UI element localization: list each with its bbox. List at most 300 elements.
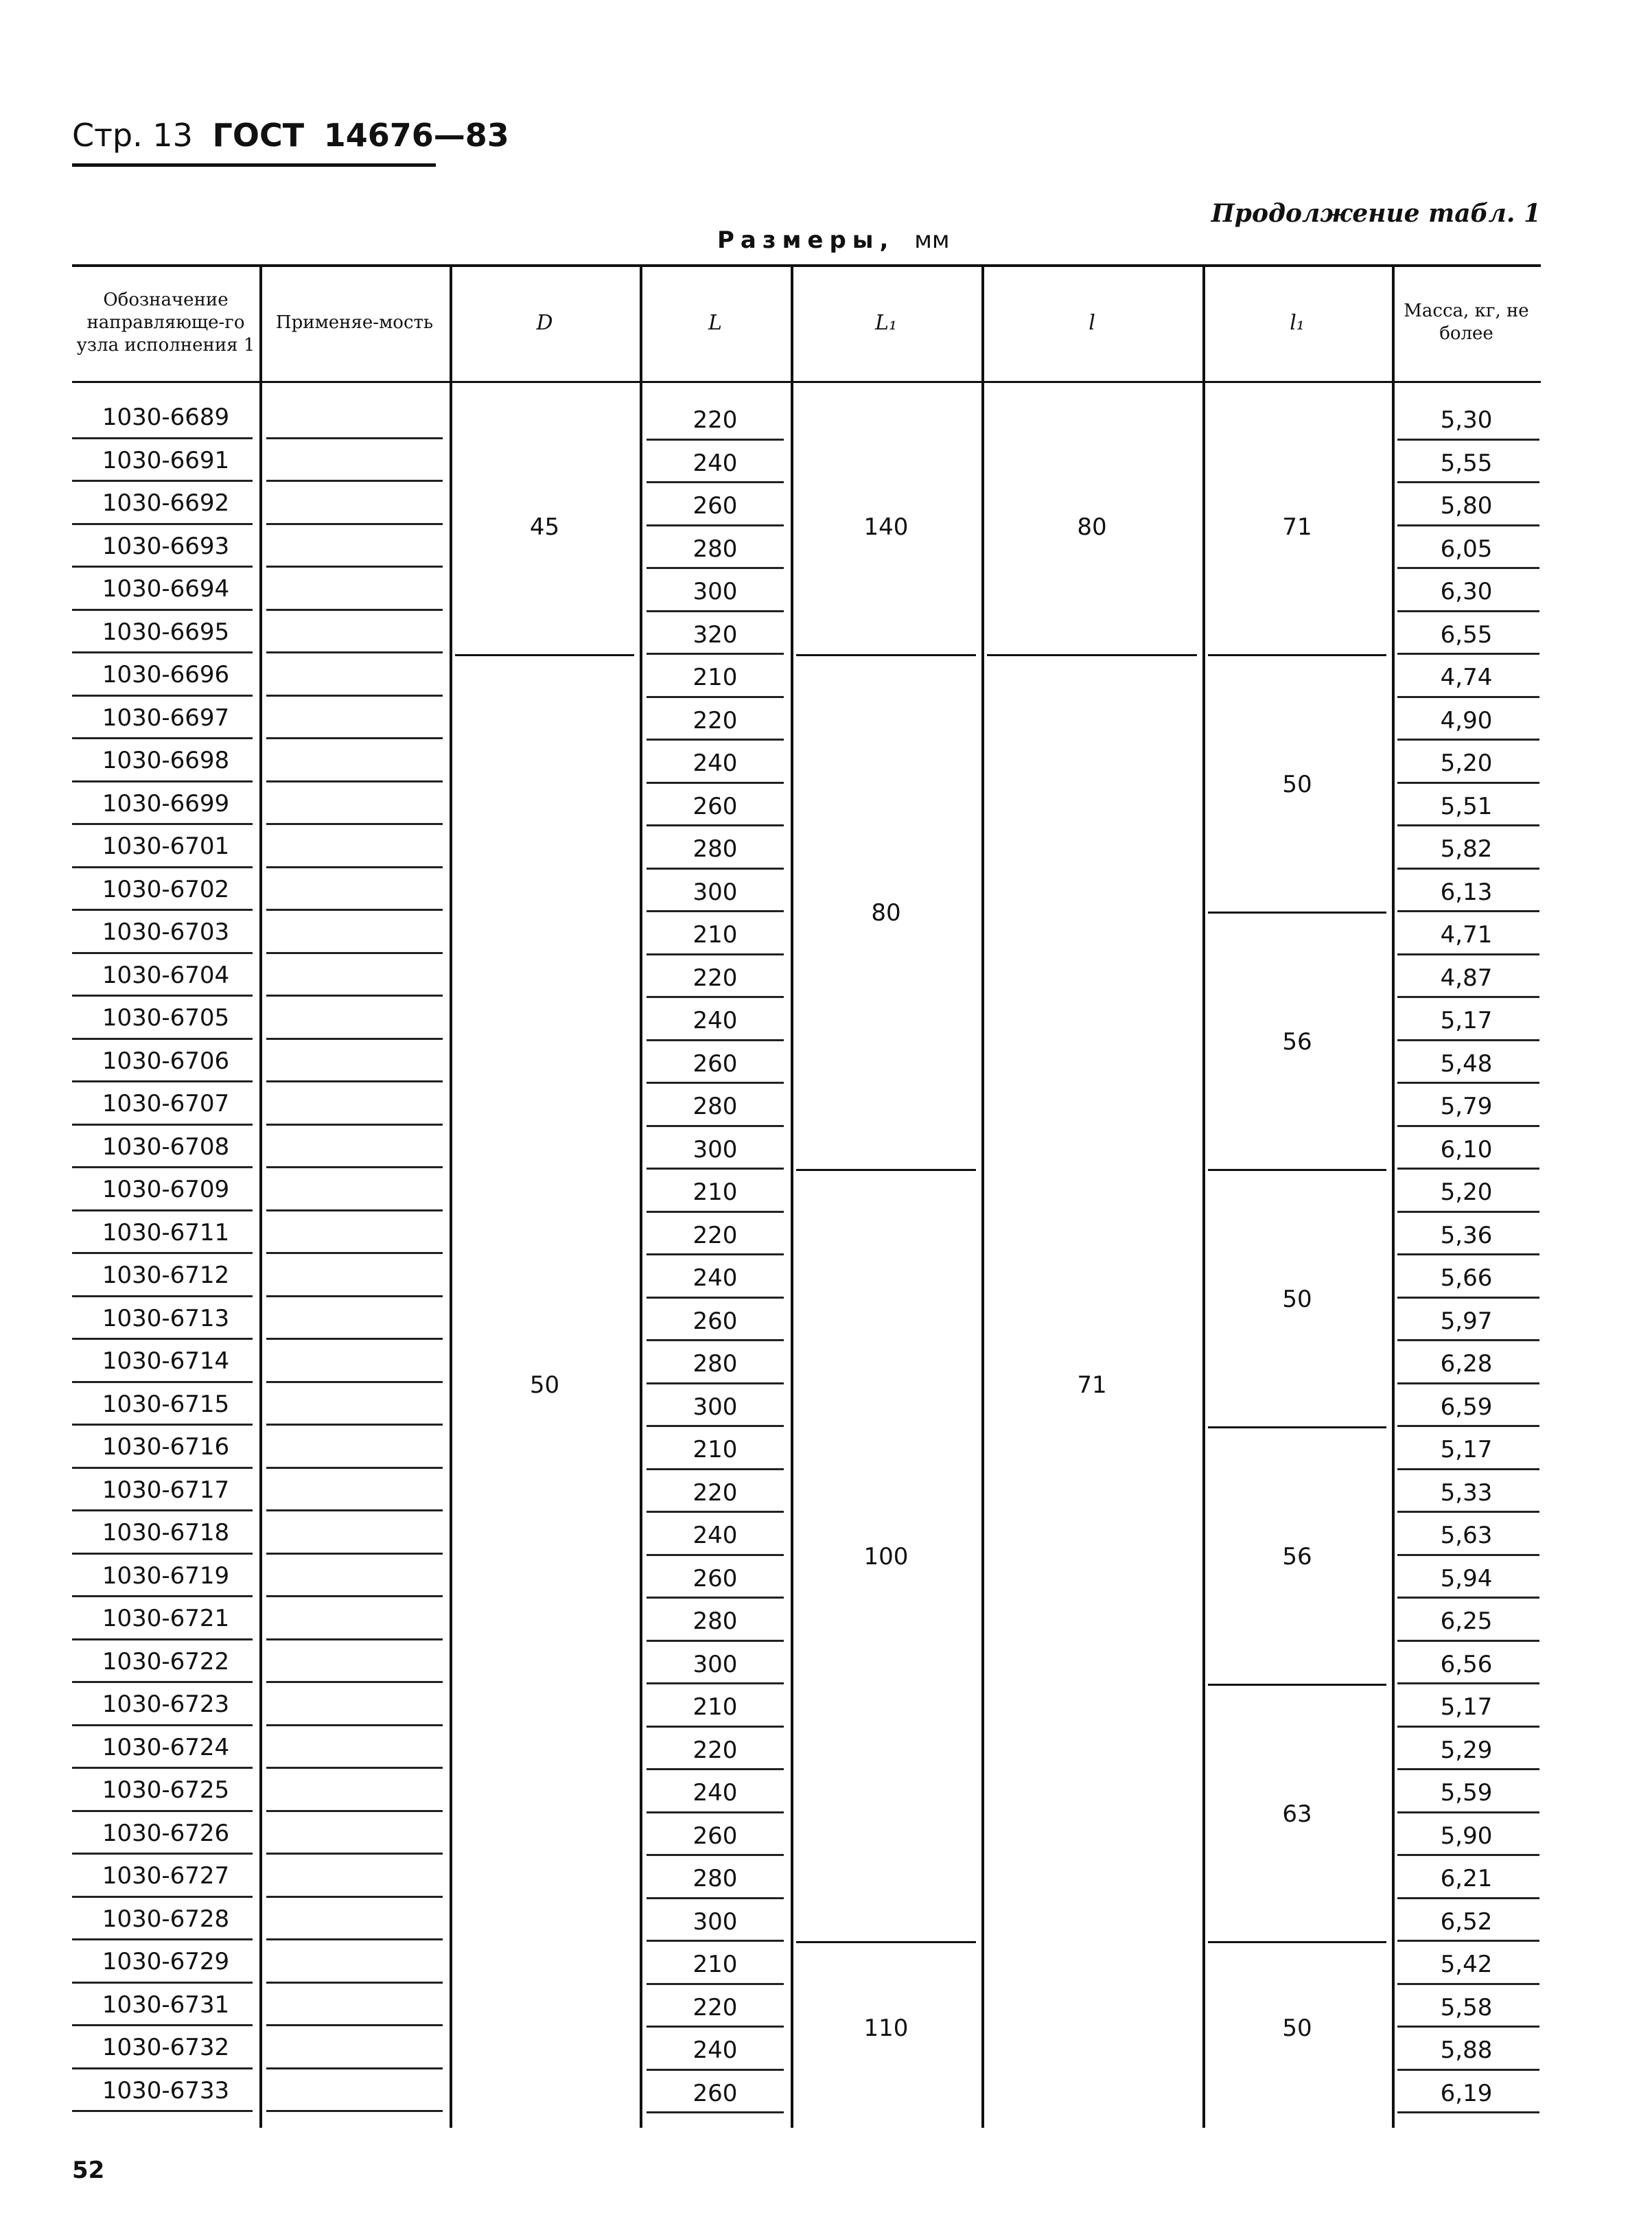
row-length-underline — [647, 2026, 784, 2028]
row-code-underline — [72, 1467, 253, 1469]
row-code-underline — [72, 866, 253, 868]
row-mass: 5,30 — [1440, 406, 1493, 434]
row-code-underline — [72, 1509, 253, 1511]
row-mass-underline — [1397, 1554, 1539, 1556]
merged-cell-l1: 100 — [863, 1542, 909, 1570]
row-code-underline — [72, 1553, 253, 1555]
row-length-underline — [647, 1854, 784, 1856]
row-mass: 5,88 — [1440, 2037, 1493, 2064]
row-mass-underline — [1397, 1125, 1539, 1127]
gost-label: ГОСТ — [212, 117, 305, 154]
row-mass: 4,71 — [1440, 921, 1493, 949]
merged-cell-d: 45 — [529, 513, 560, 541]
row-mass: 5,20 — [1440, 750, 1493, 777]
row-length-underline — [647, 1297, 784, 1299]
row-mass-underline — [1397, 1253, 1539, 1255]
column-header: Применяе-мость — [275, 312, 434, 333]
row-length-underline — [647, 739, 784, 741]
row-mass: 5,36 — [1440, 1221, 1493, 1249]
row-mass-underline — [1397, 1640, 1539, 1642]
header-rule — [72, 163, 436, 167]
row-length: 240 — [693, 1007, 738, 1034]
dimensions-title-text: Размеры, — [717, 227, 895, 254]
row-length: 220 — [693, 406, 738, 434]
merged-cell-l1: 71 — [1282, 513, 1312, 541]
row-code-underline — [72, 1338, 253, 1340]
row-mass-underline — [1397, 1468, 1539, 1470]
row-code-underline — [72, 1853, 253, 1855]
merged-cell-l1: 50 — [1282, 2015, 1312, 2042]
row-code: 1030-6708 — [102, 1133, 230, 1161]
row-length-underline — [647, 1554, 784, 1556]
row-applicability-line — [266, 780, 443, 782]
row-mass-underline — [1397, 1897, 1539, 1899]
row-applicability-line — [266, 1896, 443, 1898]
row-code: 1030-6717 — [102, 1476, 230, 1504]
row-length-underline — [647, 439, 784, 441]
row-mass-underline — [1397, 910, 1539, 912]
row-length-underline — [647, 567, 784, 569]
row-applicability-line — [266, 2024, 443, 2026]
row-applicability-line — [266, 995, 443, 997]
row-code: 1030-6692 — [102, 489, 230, 517]
row-applicability-line — [266, 437, 443, 439]
row-mass-underline — [1397, 739, 1539, 741]
row-mass: 5,97 — [1440, 1307, 1493, 1335]
merged-cell-l1: 50 — [1282, 1285, 1312, 1313]
row-mass-underline — [1397, 524, 1539, 526]
row-code: 1030-6721 — [102, 1605, 230, 1632]
row-length-underline — [647, 1983, 784, 1985]
row-mass: 5,17 — [1440, 1007, 1493, 1034]
row-length: 300 — [693, 878, 738, 906]
row-code: 1030-6711 — [102, 1218, 230, 1246]
row-length: 260 — [693, 2079, 738, 2107]
row-code-underline — [72, 437, 253, 439]
standard-number: 14676—83 — [323, 117, 509, 154]
row-code-underline — [72, 566, 253, 568]
row-length-underline — [647, 1682, 784, 1684]
row-code: 1030-6702 — [102, 875, 230, 903]
row-mass-underline — [1397, 1339, 1539, 1341]
row-length-underline — [647, 2069, 784, 2071]
merged-cell-d: 50 — [529, 1371, 560, 1399]
row-mass: 4,90 — [1440, 706, 1493, 734]
row-mass: 5,20 — [1440, 1179, 1493, 1206]
page-header — [72, 117, 509, 154]
row-code-underline — [72, 1595, 253, 1597]
merged-cell-l1: 50 — [1282, 770, 1312, 798]
row-mass-underline — [1397, 782, 1539, 784]
row-mass-underline — [1397, 1425, 1539, 1427]
row-length: 240 — [693, 1522, 738, 1549]
row-code: 1030-6699 — [102, 789, 230, 817]
row-applicability-line — [266, 1938, 443, 1940]
row-length-underline — [647, 1597, 784, 1599]
row-mass-underline — [1397, 996, 1539, 998]
row-code-underline — [72, 995, 253, 997]
row-mass-underline — [1397, 1168, 1539, 1170]
row-mass: 5,58 — [1440, 1993, 1493, 2021]
row-mass: 6,10 — [1440, 1135, 1493, 1163]
row-code: 1030-6707 — [102, 1090, 230, 1117]
row-code: 1030-6713 — [102, 1304, 230, 1332]
row-length: 280 — [693, 1093, 738, 1120]
row-length: 210 — [693, 664, 738, 691]
row-length-underline — [647, 653, 784, 655]
row-length: 280 — [693, 835, 738, 863]
row-mass-underline — [1397, 2069, 1539, 2071]
row-mass-underline — [1397, 1726, 1539, 1728]
merged-cell-l: 71 — [1077, 1371, 1107, 1399]
row-code-underline — [72, 480, 253, 482]
row-mass-underline — [1397, 953, 1539, 955]
row-code-underline — [72, 523, 253, 525]
row-mass: 5,48 — [1440, 1049, 1493, 1078]
row-code: 1030-6689 — [102, 404, 230, 431]
row-applicability-line — [266, 1209, 443, 1211]
row-code: 1030-6705 — [102, 1004, 230, 1032]
row-mass-underline — [1397, 1039, 1539, 1041]
column-divider — [259, 264, 262, 2128]
row-mass-underline — [1397, 1854, 1539, 1856]
row-code-underline — [72, 1896, 253, 1898]
row-code: 1030-6716 — [102, 1433, 230, 1461]
row-mass: 6,19 — [1440, 2079, 1493, 2107]
row-code-underline — [72, 1038, 253, 1040]
row-length: 260 — [693, 1822, 738, 1850]
row-applicability-line — [266, 1124, 443, 1126]
row-code: 1030-6733 — [102, 2076, 230, 2104]
row-mass: 5,59 — [1440, 1779, 1493, 1807]
row-mass-underline — [1397, 1297, 1539, 1299]
row-mass: 5,94 — [1440, 1564, 1493, 1592]
row-length-underline — [647, 1125, 784, 1127]
row-mass: 5,80 — [1440, 492, 1493, 520]
row-length-underline — [647, 524, 784, 526]
row-length-underline — [647, 1339, 784, 1341]
row-applicability-line — [266, 1724, 443, 1726]
row-mass: 5,55 — [1440, 449, 1493, 477]
row-code-underline — [72, 1080, 253, 1082]
row-code-underline — [72, 1124, 253, 1126]
row-mass: 5,17 — [1440, 1693, 1493, 1721]
row-mass-underline — [1397, 2026, 1539, 2028]
row-length-underline — [647, 868, 784, 870]
row-mass: 6,52 — [1440, 1907, 1493, 1936]
column-header: D — [536, 310, 553, 335]
row-length: 240 — [693, 1264, 738, 1292]
row-applicability-line — [266, 952, 443, 954]
row-length-underline — [647, 1468, 784, 1470]
row-mass: 5,63 — [1440, 1522, 1493, 1549]
row-code: 1030-6728 — [102, 1905, 230, 1933]
column-header: L — [708, 310, 722, 335]
row-code: 1030-6732 — [102, 2034, 230, 2061]
row-length-underline — [647, 1897, 784, 1899]
row-mass: 5,90 — [1440, 1822, 1493, 1850]
row-code-underline — [72, 1681, 253, 1683]
row-length-underline — [647, 610, 784, 612]
row-length: 260 — [693, 792, 738, 820]
row-applicability-line — [266, 2067, 443, 2069]
row-code-underline — [72, 651, 253, 653]
row-applicability-line — [266, 566, 443, 568]
row-length: 210 — [693, 1436, 738, 1463]
row-mass-underline — [1397, 824, 1539, 826]
row-code-underline — [72, 1424, 253, 1426]
row-length: 240 — [693, 449, 738, 477]
row-mass-underline — [1397, 439, 1539, 441]
row-length: 280 — [693, 1350, 738, 1378]
row-length: 300 — [693, 1650, 738, 1678]
row-length: 320 — [693, 620, 738, 649]
row-mass-underline — [1397, 1811, 1539, 1813]
row-code: 1030-6698 — [102, 747, 230, 774]
row-length-underline — [647, 782, 784, 784]
row-applicability-line — [266, 1166, 443, 1168]
row-applicability-line — [266, 1595, 443, 1597]
row-mass-underline — [1397, 567, 1539, 569]
column-header: l₁ — [1290, 310, 1305, 335]
row-code-underline — [72, 1938, 253, 1940]
merged-cell-l1: 80 — [871, 899, 901, 927]
row-mass-underline — [1397, 1597, 1539, 1599]
row-mass: 6,28 — [1440, 1350, 1493, 1378]
row-code: 1030-6696 — [102, 661, 230, 688]
row-mass: 4,87 — [1440, 964, 1493, 992]
row-length: 210 — [693, 921, 738, 949]
row-length-underline — [647, 2111, 784, 2113]
row-applicability-line — [266, 1638, 443, 1640]
row-code-underline — [72, 1638, 253, 1640]
row-code-underline — [72, 737, 253, 739]
row-length: 280 — [693, 1608, 738, 1635]
row-code-underline — [72, 1252, 253, 1254]
row-length: 280 — [693, 1865, 738, 1892]
row-code-underline — [72, 695, 253, 697]
row-applicability-line — [266, 1467, 443, 1469]
row-length: 260 — [693, 1049, 738, 1078]
row-applicability-line — [266, 1810, 443, 1812]
row-code: 1030-6729 — [102, 1948, 230, 1975]
row-length-underline — [647, 1382, 784, 1384]
merged-cell-l1: 110 — [863, 2015, 909, 2042]
row-length-underline — [647, 1940, 784, 1942]
merged-cell-l1: 140 — [863, 513, 909, 541]
row-mass: 5,17 — [1440, 1436, 1493, 1463]
row-mass: 5,66 — [1440, 1264, 1493, 1292]
row-code: 1030-6731 — [102, 1991, 230, 2019]
row-mass: 6,05 — [1440, 535, 1493, 563]
row-length: 220 — [693, 1221, 738, 1249]
row-applicability-line — [266, 1252, 443, 1254]
row-code: 1030-6694 — [102, 575, 230, 603]
row-code: 1030-6712 — [102, 1262, 230, 1289]
row-mass-underline — [1397, 868, 1539, 870]
row-length-underline — [647, 824, 784, 826]
row-length: 260 — [693, 1307, 738, 1335]
row-applicability-line — [266, 1295, 443, 1297]
row-code: 1030-6701 — [102, 833, 230, 860]
row-code: 1030-6727 — [102, 1862, 230, 1890]
row-length-underline — [647, 1211, 784, 1213]
row-length: 210 — [693, 1951, 738, 1978]
row-code-underline — [72, 1767, 253, 1769]
row-length-underline — [647, 1811, 784, 1813]
row-length: 220 — [693, 1478, 738, 1507]
row-length-underline — [647, 1726, 784, 1728]
row-applicability-line — [266, 737, 443, 739]
row-mass-underline — [1397, 481, 1539, 483]
row-mass: 6,25 — [1440, 1608, 1493, 1635]
row-mass-underline — [1397, 1940, 1539, 1942]
row-length: 210 — [693, 1179, 738, 1206]
row-mass-underline — [1397, 1082, 1539, 1084]
row-length: 260 — [693, 1564, 738, 1592]
row-mass-underline — [1397, 696, 1539, 698]
page-number: 52 — [72, 2157, 105, 2184]
row-applicability-line — [266, 2110, 443, 2112]
row-code: 1030-6714 — [102, 1347, 230, 1375]
row-code: 1030-6691 — [102, 446, 230, 474]
row-mass-underline — [1397, 653, 1539, 655]
row-length: 220 — [693, 964, 738, 992]
row-code-underline — [72, 1166, 253, 1168]
row-code: 1030-6704 — [102, 961, 230, 989]
row-code: 1030-6693 — [102, 532, 230, 560]
row-length: 220 — [693, 1993, 738, 2021]
row-mass: 5,82 — [1440, 835, 1493, 863]
row-mass-underline — [1397, 1382, 1539, 1384]
row-mass: 6,55 — [1440, 620, 1493, 649]
row-applicability-line — [266, 909, 443, 911]
dimensions-unit: мм — [914, 227, 950, 254]
row-length-underline — [647, 696, 784, 698]
row-mass: 5,29 — [1440, 1736, 1493, 1764]
row-code-underline — [72, 1724, 253, 1726]
row-mass-underline — [1397, 610, 1539, 612]
row-code: 1030-6706 — [102, 1047, 230, 1075]
row-code-underline — [72, 2024, 253, 2026]
row-applicability-line — [266, 1080, 443, 1082]
page-label: Стр. 13 — [72, 117, 193, 154]
row-applicability-line — [266, 1853, 443, 1855]
row-applicability-line — [266, 695, 443, 697]
row-mass-underline — [1397, 1511, 1539, 1513]
row-code-underline — [72, 2067, 253, 2069]
row-code-underline — [72, 823, 253, 825]
row-applicability-line — [266, 1338, 443, 1340]
merged-cell-l1: 56 — [1282, 1028, 1312, 1056]
row-mass: 6,21 — [1440, 1865, 1493, 1892]
row-mass: 6,13 — [1440, 878, 1493, 906]
row-applicability-line — [266, 523, 443, 525]
row-applicability-line — [266, 866, 443, 868]
row-code: 1030-6703 — [102, 918, 230, 946]
row-mass: 6,30 — [1440, 578, 1493, 605]
merged-cell-l: 80 — [1077, 513, 1107, 541]
row-applicability-line — [266, 1424, 443, 1426]
row-code-underline — [72, 2110, 253, 2112]
row-length-underline — [647, 481, 784, 483]
column-header: l — [1089, 310, 1095, 335]
table-continuation: Продолжение табл. 1 — [1211, 199, 1541, 228]
row-applicability-line — [266, 823, 443, 825]
row-mass-underline — [1397, 1983, 1539, 1985]
row-mass-underline — [1397, 1682, 1539, 1684]
merged-cell-l1: 56 — [1282, 1542, 1312, 1570]
row-mass: 6,56 — [1440, 1650, 1493, 1678]
row-code-underline — [72, 952, 253, 954]
row-mass-underline — [1397, 2111, 1539, 2113]
row-length-underline — [647, 996, 784, 998]
row-code: 1030-6725 — [102, 1776, 230, 1804]
row-length: 300 — [693, 1907, 738, 1936]
row-mass-underline — [1397, 1768, 1539, 1770]
row-length: 300 — [693, 578, 738, 605]
row-applicability-line — [266, 1982, 443, 1984]
row-length-underline — [647, 1168, 784, 1170]
row-mass: 5,51 — [1440, 792, 1493, 820]
row-mass: 5,79 — [1440, 1093, 1493, 1120]
row-length-underline — [647, 1039, 784, 1041]
row-code: 1030-6697 — [102, 704, 230, 732]
row-applicability-line — [266, 1767, 443, 1769]
row-length: 220 — [693, 1736, 738, 1764]
row-code: 1030-6719 — [102, 1562, 230, 1590]
row-mass: 5,33 — [1440, 1478, 1493, 1507]
row-code-underline — [72, 909, 253, 911]
row-length: 240 — [693, 1779, 738, 1807]
merged-cell-l1: 63 — [1282, 1800, 1312, 1828]
row-applicability-line — [266, 480, 443, 482]
row-length: 260 — [693, 492, 738, 520]
row-code: 1030-6718 — [102, 1519, 230, 1546]
row-mass-underline — [1397, 1211, 1539, 1213]
row-mass: 4,74 — [1440, 664, 1493, 691]
row-code: 1030-6715 — [102, 1390, 230, 1418]
row-applicability-line — [266, 651, 443, 653]
row-length-underline — [647, 1640, 784, 1642]
row-applicability-line — [266, 1553, 443, 1555]
row-length: 280 — [693, 535, 738, 563]
row-code-underline — [72, 1810, 253, 1812]
row-length-underline — [647, 953, 784, 955]
row-length: 240 — [693, 2037, 738, 2064]
row-applicability-line — [266, 609, 443, 611]
row-code-underline — [72, 1209, 253, 1211]
row-length-underline — [647, 1253, 784, 1255]
row-applicability-line — [266, 1381, 443, 1383]
row-length-underline — [647, 1768, 784, 1770]
row-length-underline — [647, 1511, 784, 1513]
row-length: 300 — [693, 1393, 738, 1421]
header-bottom-rule — [72, 381, 1541, 383]
row-length: 300 — [693, 1135, 738, 1163]
row-code: 1030-6709 — [102, 1176, 230, 1203]
row-code-underline — [72, 1295, 253, 1297]
row-code-underline — [72, 609, 253, 611]
column-header: Обозначение направляюще-го узла исполнения 1 — [76, 289, 255, 356]
row-length-underline — [647, 1082, 784, 1084]
row-length-underline — [647, 1425, 784, 1427]
row-code: 1030-6726 — [102, 1819, 230, 1847]
row-code-underline — [72, 1381, 253, 1383]
row-length: 220 — [693, 706, 738, 734]
row-mass: 6,59 — [1440, 1393, 1493, 1421]
column-header: Масса, кг, не более — [1404, 301, 1529, 344]
